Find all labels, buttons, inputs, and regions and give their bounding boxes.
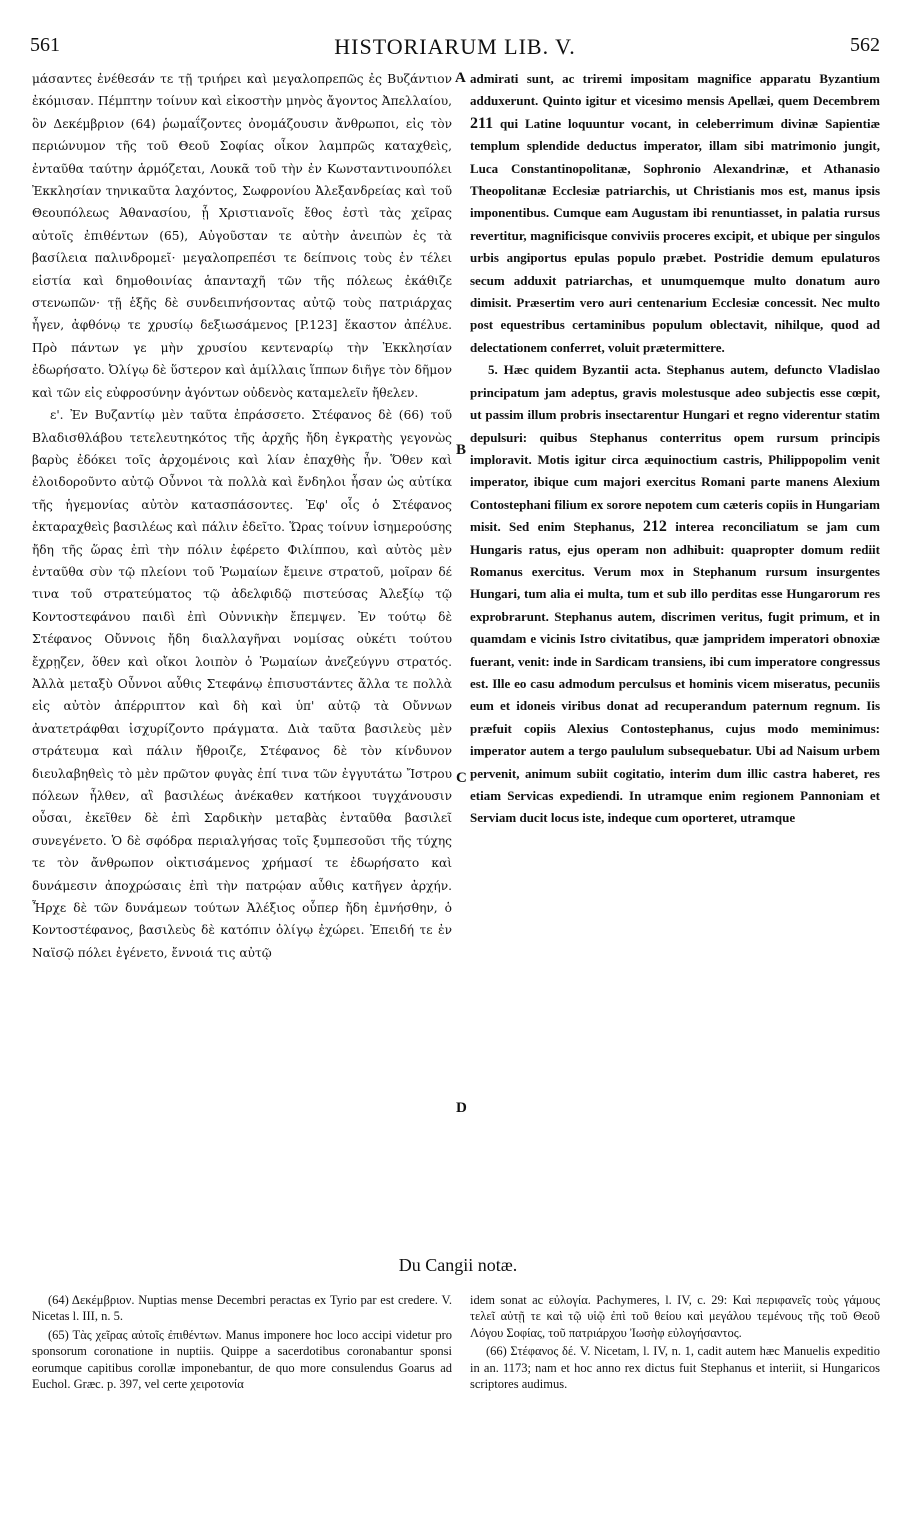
- greek-column: [32, 68, 452, 1258]
- margin-marker-c: C: [456, 770, 467, 786]
- margin-marker-d: D: [456, 1100, 467, 1116]
- note-66: (66) Στέφανος δέ. V. Nicetam, l. IV, n. 1, cadit autem hæc Manuelis expeditio in an. 1173; nam et hoc anno rex dictus fuit Stephanus et interiit, si Hungaricos scriptores audimus.: [470, 1344, 880, 1392]
- running-title: HISTORIARUM LIB. V.: [334, 34, 576, 59]
- note-65-continued: idem sonat ac εὐλογία. Pachymeres, l. IV, c. 29: Καὶ περιφανεῖς τοὺς γάμους τελεῖ αὐτῇ τε καὶ τῷ υἱῷ ἐπὶ τοῦ θείου καὶ μεγάλου τεμένους τῆς τοῦ Θεοῦ Λόγου Σοφίας, τοῦ πατριάρχου Ἰωσὴφ εὐλογήσαντος.: [470, 1293, 880, 1340]
- note-64: (64) Δεκέμβριον. Nuptias mense Decembri peractas ex Tyrio par est credere. V. Nicetas l. III, n. 5.: [32, 1293, 452, 1324]
- notes-right-column: [470, 1292, 880, 1512]
- latin-paragraph-1b: qui Latine loquuntur vocant, in celeberrimum divinæ Sapientiæ templum splendide deductus imperator, illam sibi matrimonio jungit, Luca Constantinopolitanæ, Sophronio Alexandrinæ, et Athanasio Theopolitanæ Ecclesiæ patriarchis, ut Christianis mos est, manus ipsis imponentibus. Cumque eam Augustam ibi renuntiasset, in palatia rursus revertitur, magnificisque conviviis proceres excipit, et ubique per singulos urbis angiportus epulas populo præbet. Postridie demum epulaturos secum adduxit patriarchas, et unumquemque multo donatum auro dimisit. Præsertim vero auri centenarium Ecclesiæ concessit. Nec multo post equestribus certaminibus populum oblectavit, nihilque, quod ad delectationem conferret, voluit prætermittere.: [470, 115, 880, 355]
- notes-left-column: [32, 1292, 452, 1512]
- note-65: (65) Τὰς χεῖρας αὐτοῖς ἐπιθέντων. Manus imponere hoc loco accipi videtur pro sponsorum coronatione in nuptiis. Quippe a sacerdotibus coronabantur sponsi eorumque capitibus corollæ imponebantur, de quo more consulendus Goarus ad Euchol. Græc. p. 397, vel certe χειροτονία: [32, 1327, 452, 1392]
- latin-paragraph-1: [470, 68, 880, 359]
- marginal-page-number-211: 211: [470, 114, 494, 132]
- latin-paragraph-2a: 5. Hæc quidem Byzantii acta. Stephanus autem, defuncto Vladislao principatum jam adeptus, gravis molestusque adeo subjectis esse cœpit, ut passim illum probris insectarentur Hungari et regno viderentur statim depulsuri: quibus Stephanus conterritus opem rursum principis imploravit. Motis igitur circa æquinoctium castris, Philippopolim venit imperator, ibique cum majori exercitus Romani parte manens Alexium Contostephani filium ex sorore nepotem cum cæteris copiis in Hungariam misit. Sed enim Stephanus,: [470, 362, 880, 535]
- greek-paragraph-2: ε'. Ἐν Βυζαντίῳ μὲν ταῦτα ἐπράσσετο. Στέφανος δὲ (66) τοῦ Βλαδισθλάβου τετελευτηκότος τῆς ἀρχῆς ἤδη ἐγκρατὴς γεγονὼς βαρὺς ἐδόκει τοῖς ἀρχομένοις καὶ λίαν ἐπαχθὴς ἦν. Ὅθεν καὶ ἐλοιδοροῦντο αὐτῷ Οὖννοι τὰ πολλὰ καὶ ἔνδηλοι ἦσαν ὡς αὐτίκα τῆς ἡγεμονίας αὐτὸν κατασπάσοντες. Ἐφ' οἷς ὁ Στέφανος ἐκταραχθεὶς βασιλέως καὶ πάλιν ἐδεῖτο. Ὥρας τοίνυν ἰσημερούσης ἤδη τῆς ὥρας ἐπὶ τὴν πόλιν ἐφέρετο Φιλίππου, καὶ αὐτὸς μὲν ἐνταῦθα σὺν τῷ πλείονι τοῦ Ῥωμαίων ἔμεινε στρατοῦ, μοῖραν δέ τινα τοῦ στρατεύματος τῷ ἀδελφιδῷ πιστεύσας Ἀλεξίῳ τῷ Κοντοστεφάνου παιδὶ ἐπὶ Οὐννικὴν ἔπεμψεν. Ἐν τούτῳ δὲ Στέφανος Οὔννοις ἤδη διαλλαγῆναι νομίσας οὐκέτι τούτου ἔχρῃζεν, ὅθεν καὶ οἴκοι λοιπὸν ὁ Ῥωμαίων ἀνεζεύγνυ στρατός. Ἀλλὰ μεταξὺ Οὖννοι αὖθις Στεφάνῳ ἐπισυστάντες ἄλλα τε πολλὰ εἰς αὐτὸν ἀπέρριπτον καὶ δὴ καὶ ὑπ' αὐτῷ τὰ Οὔννων ἀνατετράφθαι ἰσχυρίζοντο πράγματα. Διὰ ταῦτα βασιλεὺς μὲν στράτευμα καὶ πάλιν ἤθροιζε, Στέφανος δὲ τὸν κίνδυνον διευλαβηθεὶς τὸ μὲν πρῶτον φυγὰς ἐπί τινα τῶν ἐγγυτάτω Ἴστρου πόλεων ἦλθεν, αἳ βασιλέως ἀνέκαθεν κατήκοοι τυγχάνουσιν οὖσαι, ἐκεῖθεν δὲ ἐπὶ Σαρδικὴν μεταβὰς ἐνταῦθα βασιλεῖ συνεγένετο. Ὁ δὲ σφόδρα περιαλγήσας τοῖς ξυμπεσοῦσι τῆς τύχης τε τὸν ἄνθρωπον οἰκτισάμενος χρήμασί τε ἐδωρήσατο καὶ δυνάμεσιν ἀποχρώσαις ἐπὶ τὴν πατρῴαν αὖθις κατῆγεν ἀρχήν. Ἦρχε δὲ τῶν δυνάμεων τούτων Ἀλέξιος οὗπερ ἤδη ἐμνήσθην, ὁ Κοντοστέφανος, βασιλεὺς δὲ κατόπιν ὀλίγῳ ἐχώρει. Ἐπειδή τε ἐν Ναϊσῷ πόλει ἐγένετο, ἔννοιά τις αὐτῷ: [32, 408, 452, 960]
- latin-paragraph-1a: admirati sunt, ac triremi impositam magnifice apparatu Byzantium adduxerunt. Quinto igitur et vicesimo mensis Apellæi, quem Decembrem: [470, 71, 880, 109]
- latin-paragraph-2: [470, 359, 880, 830]
- greek-paragraph-1: μάσαντες ἐνέθεσάν τε τῇ τριήρει καὶ μεγαλοπρεπῶς ἐς Βυζάντιον ἐκόμισαν. Πέμπτην τοίνυν καὶ εἰκοστὴν μηνὸς ἄγοντος Ἀπελλαίου, ὃν Δεκέμβριον (64) ῥωμαΐζοντες ὀνομάζουσιν ἄνθρωποι, εἰς τὸν περιώνυμον τῆς τοῦ Θεοῦ Σοφίας οἶκον λαμπρῶς καταχθεὶς, ἐνταῦθα ταύτην ἁρμόζεται, Λουκᾶ τοῦ τὴν ἐν Κωνσταντινουπόλει Ἐκκλησίαν τηνικαῦτα λαχόντος, Σωφρονίου Ἀλεξανδρείας καὶ τοῦ Θεουπόλεως Ἀθανασίου, ᾗ Χριστιανοῖς ἔθος ἐστὶ τὰς χεῖρας αὐτοῖς ἐπιθέντων (65), Αὐγοῦσταν τε αὐτὴν ἀνειπὼν ἐς τὰ βασίλεια παλινδρομεῖ· μεγαλοπρεπέσι τε δείπνοις τοὺς ἐν τέλει εἱστία καὶ δημοθοινίας ἁπανταχῆ τῶν τῆς πόλεως ἐκάθιζε στενωπῶν· τῇ ἑξῆς δὲ συνδειπνήσοντας αὐτῷ τοὺς πατριάρχας ἦγεν, ἀφθόνῳ τε χρυσίῳ δεξιωσάμενος [P.123] ἕκαστον ἀπέλυε. Πρὸ πάντων γε μὴν χρυσίου κεντεναρίῳ τὴν Ἐκκλησίαν ἐδωρήσατο. Ὀλίγῳ δὲ ὕστερον καὶ ἁμίλλαις ἵππων διῆγε τὸν δῆμον καὶ τῶν εἰς εὐφροσύνην ἀγόντων οὐδενὸς καταμελεῖν ἤθελεν.: [32, 72, 452, 400]
- margin-marker-a: A: [455, 70, 466, 86]
- page-number-left: 561: [30, 34, 60, 56]
- page-header: [30, 34, 880, 68]
- page-number-right: 562: [850, 34, 880, 56]
- marginal-page-number-212: 212: [642, 518, 667, 536]
- notes-title: Du Cangii notæ.: [398, 1255, 518, 1275]
- latin-column: [470, 68, 880, 1258]
- latin-paragraph-2b: interea reconciliatum se jam cum Hungaris ratus, ejus operam non adhibuit: quapropter domum rediit Romanus exercitus. Verum mox in Stephanum rursum insurgentes Hungari, tum alia ei multa, tum et sub illo perditas esse Hungarorum res exprobrarunt. Stephanus autem, discrimen veritus, fugit primum, et in quamdam e vicinis Istro civitatibus, quæ jampridem imperatori obnoxiæ fuerant, venit: inde in Sardicam transiens, ibi cum imperatore congressus est. Ille eo casu admodum perculsus et hominis vicem miseratus, pecuniis eum et idoneis viribus donat ad recuperandum paternum regnum. Iis præfuit copiis Alexius Contostephanus, cujus modo meminimus: imperator autem a tergo paululum subsequebatur. Ubi ad Naisum urbem pervenit, animum subiit cogitatio, interim dum illic castra haberet, res etiam Servicas expediendi. In utramque enim regionem Pannoniam et Serviam ducit locus iste, indeque cum oporteret, utramque: [470, 519, 880, 826]
- margin-marker-b: B: [456, 442, 467, 458]
